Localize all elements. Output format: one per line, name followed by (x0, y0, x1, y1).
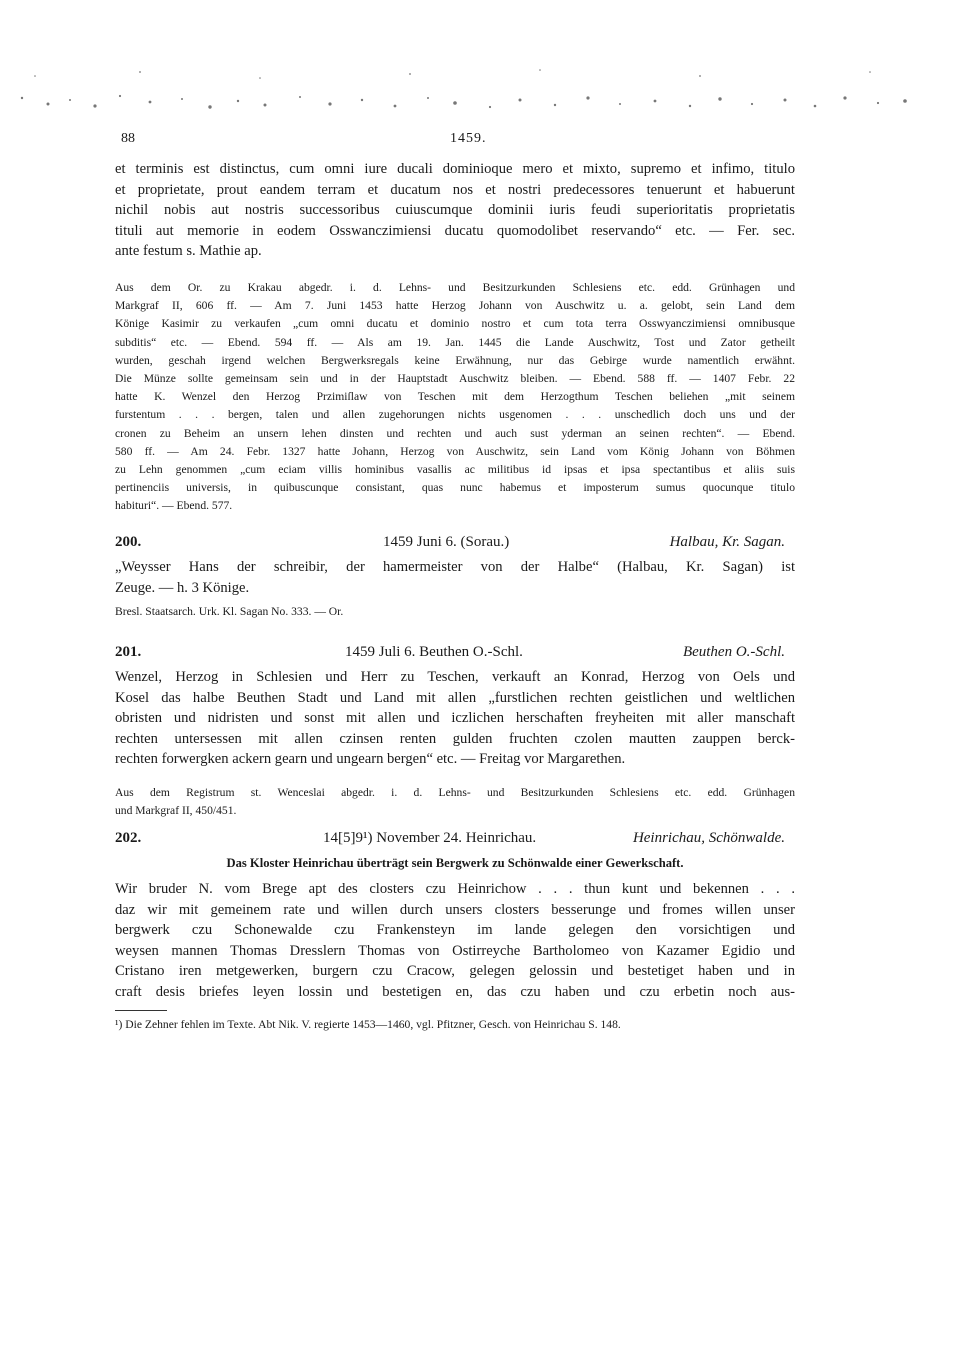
entry-202-heading (115, 830, 795, 852)
entry-202-text (115, 879, 795, 1002)
editorial-note (115, 279, 795, 515)
note-line: Die Münze sollte gemeinsam sein und in der Hauptstadt Auschwitz bleiben. — Ebend. 588 ff. — 1407 Febr. 22 (115, 371, 795, 385)
text-line: et proprietate, prout eandem terram et ducatum nos et nostri predecessores tenuerunt et habuerunt (115, 181, 795, 198)
text-line: Wenzel, Herzog in Schlesien und Herr zu Teschen, verkauft an Konrad, Herzog von Oels und (115, 669, 795, 685)
entry-place: Heinrichau, Schönwalde. (632, 830, 785, 846)
entry-number: 202. (115, 830, 142, 846)
text-line: Cristano iren metgewerken, burgern czu Cracow, gelegen gelossin und bestetiget haben und in (115, 963, 795, 979)
entry-201-heading (115, 644, 795, 666)
entry-200-text (115, 557, 795, 598)
entry-number: 200. (115, 534, 142, 550)
footnote: ¹) Die Zehner fehlen im Texte. Abt Nik. V. regierte 1453—1460, vgl. Pfitzner, Gesch. von Heinrichau S. 148. (115, 1018, 621, 1031)
entry-date: 14[5]9¹) November 24. Heinrichau. (323, 830, 537, 846)
page-header (115, 131, 795, 151)
text-line: ante festum s. Mathie ap. (115, 243, 262, 259)
note-line: zu Lehn genommen „cum eciam villis hominibus vasallis ac militibus id ipsas et ipsa spectantibus et aliis suis (115, 462, 795, 476)
scan-noise-strip (0, 60, 960, 120)
page-number: 88 (121, 131, 135, 146)
entry-date: 1459 Juni 6. (Sorau.) (383, 534, 510, 550)
text-line: Zeuge. — h. 3 Könige. (115, 579, 250, 596)
text-line: nichil nobis aut nostris successoribus cuiuscumque dominii iuris feudi superioritatis proprietatis (115, 202, 795, 218)
text-line: rechten untersessen mit allen czinsen renten gulden fruchten czolen mautten zauppen berck- (115, 730, 795, 747)
note-line: furstentum . . . bergen, talen und allen zugehorungen nichts usgenomen . . . unschedlich doch uns und der (115, 408, 795, 422)
text-line: rechten forwergken ackern gearn und ungearn bergen“ etc. — Freitag vor Margarethen. (115, 751, 626, 767)
text-line: daz wir mit gemeinem rate und willen durch unsers closters besserunge und fromes willen unser (115, 901, 795, 918)
note-line: cronen zu Beheim an unsern lehen dinsten und rechten und auch sust yderman an seinen rechten“. — Ebend. (115, 426, 795, 440)
entry-201-source (115, 784, 795, 820)
source-line: und Markgraf II, 450/451. (115, 804, 237, 818)
continued-document-text (115, 159, 795, 262)
note-line: Aus dem Or. zu Krakau abgedr. i. d. Lehns- und Besitzurkunden Schlesiens etc. edd. Grünhagen und (115, 281, 795, 294)
note-line: habituri“. — Ebend. 577. (115, 499, 233, 513)
entry-place: Beuthen O.-Schl. (682, 644, 785, 660)
text-line: „Weysser Hans der schreibir, der hamermeister von der Halbe“ (Halbau, Kr. Sagan) ist (115, 559, 795, 575)
entry-200-heading (115, 534, 795, 556)
note-line: Markgraf II, 606 ff. — Am 7. Juni 1453 hatte Herzog Johann von Auschwitz u. a. gelobt, sein Land dem (115, 299, 795, 313)
text-line: tituli aut memorie in eodem Osswanczimiensi ducatu quomodolibet reservando“ etc. — Fer. sec. (115, 222, 795, 239)
entry-200-source (115, 603, 795, 621)
text-line: weysen mannen Thomas Dresslern Thomas von Ostirreyche Bartholomeo von Kazamer Egidio und (115, 942, 795, 959)
text-line: Wir bruder N. vom Brege apt des closters czu Heinrichow . . . thun kunt und bekennen . . . (115, 881, 795, 897)
note-line: wurden, geschah irgend welchen Bergwerksregals keine Erwähnung, nur das Gebirge wurde namentlich erwähnt. (115, 353, 795, 367)
note-line: 580 ff. — Am 24. Febr. 1327 hatte Johann, Herzog von Auschwitz, sein Land vom König Johann von Böhmen (115, 444, 795, 458)
text-line: craft desis briefes leyen lossin und bestetigen en, das czu haben und czu erbetin noch aus- (115, 983, 795, 1000)
text-line: et terminis est distinctus, cum omni iure ducali dominioque mero et mixto, supremo et infimo, titulo (115, 161, 795, 177)
entry-202-title: Das Kloster Heinrichau überträgt sein Bergwerk zu Schönwalde einer Gewerkschaft. (226, 856, 684, 870)
entry-place: Halbau, Kr. Sagan. (669, 534, 785, 550)
entry-201-text (115, 667, 795, 770)
source-line: Aus dem Registrum st. Wenceslai abgedr. i. d. Lehns- und Besitzurkunden Schlesiens etc. edd. Grünhagen (115, 786, 795, 799)
footnote-rule (115, 1010, 167, 1011)
source-line: Bresl. Staatsarch. Urk. Kl. Sagan No. 333. — Or. (115, 605, 344, 618)
note-line: hatte K. Wenzel den Herzog Przimiſlaw von Teschen mit dem Herzogthum Teschen beliehen „mit seinem (115, 390, 795, 404)
note-line: subditis“ etc. — Ebend. 594 ff. — Als am 19. Jan. 1445 die Lande Auschwitz, Tost und Zator getheilt (115, 335, 795, 349)
text-line: obristen und nidristen und sonst mit allen und iczlichen herschaften freyheiten mit aller manschaft (115, 710, 795, 726)
note-line: Könige Kasimir zu verkaufen „cum omni ducatu et dominio nostro et cum tota terra Osswyanczimiensi omnibusque (115, 317, 795, 331)
entry-date: 1459 Juli 6. Beuthen O.-Schl. (345, 644, 523, 660)
entry-number: 201. (115, 644, 142, 660)
text-line: Kosel das halbe Beuthen Stadt und Land mit allen „furstlichen rechten geistlichen und weltlichen (115, 689, 795, 706)
note-line: pertinenciis universis, in quibuscunque consistant, quas nunc habemus et imposterum sumus quocunque titulo (115, 481, 795, 495)
running-year: 1459. (450, 131, 487, 146)
text-line: bergwerk czu Schonewalde czu Frankensteyn im lande gelegen den vorsichtigen und (115, 922, 795, 938)
